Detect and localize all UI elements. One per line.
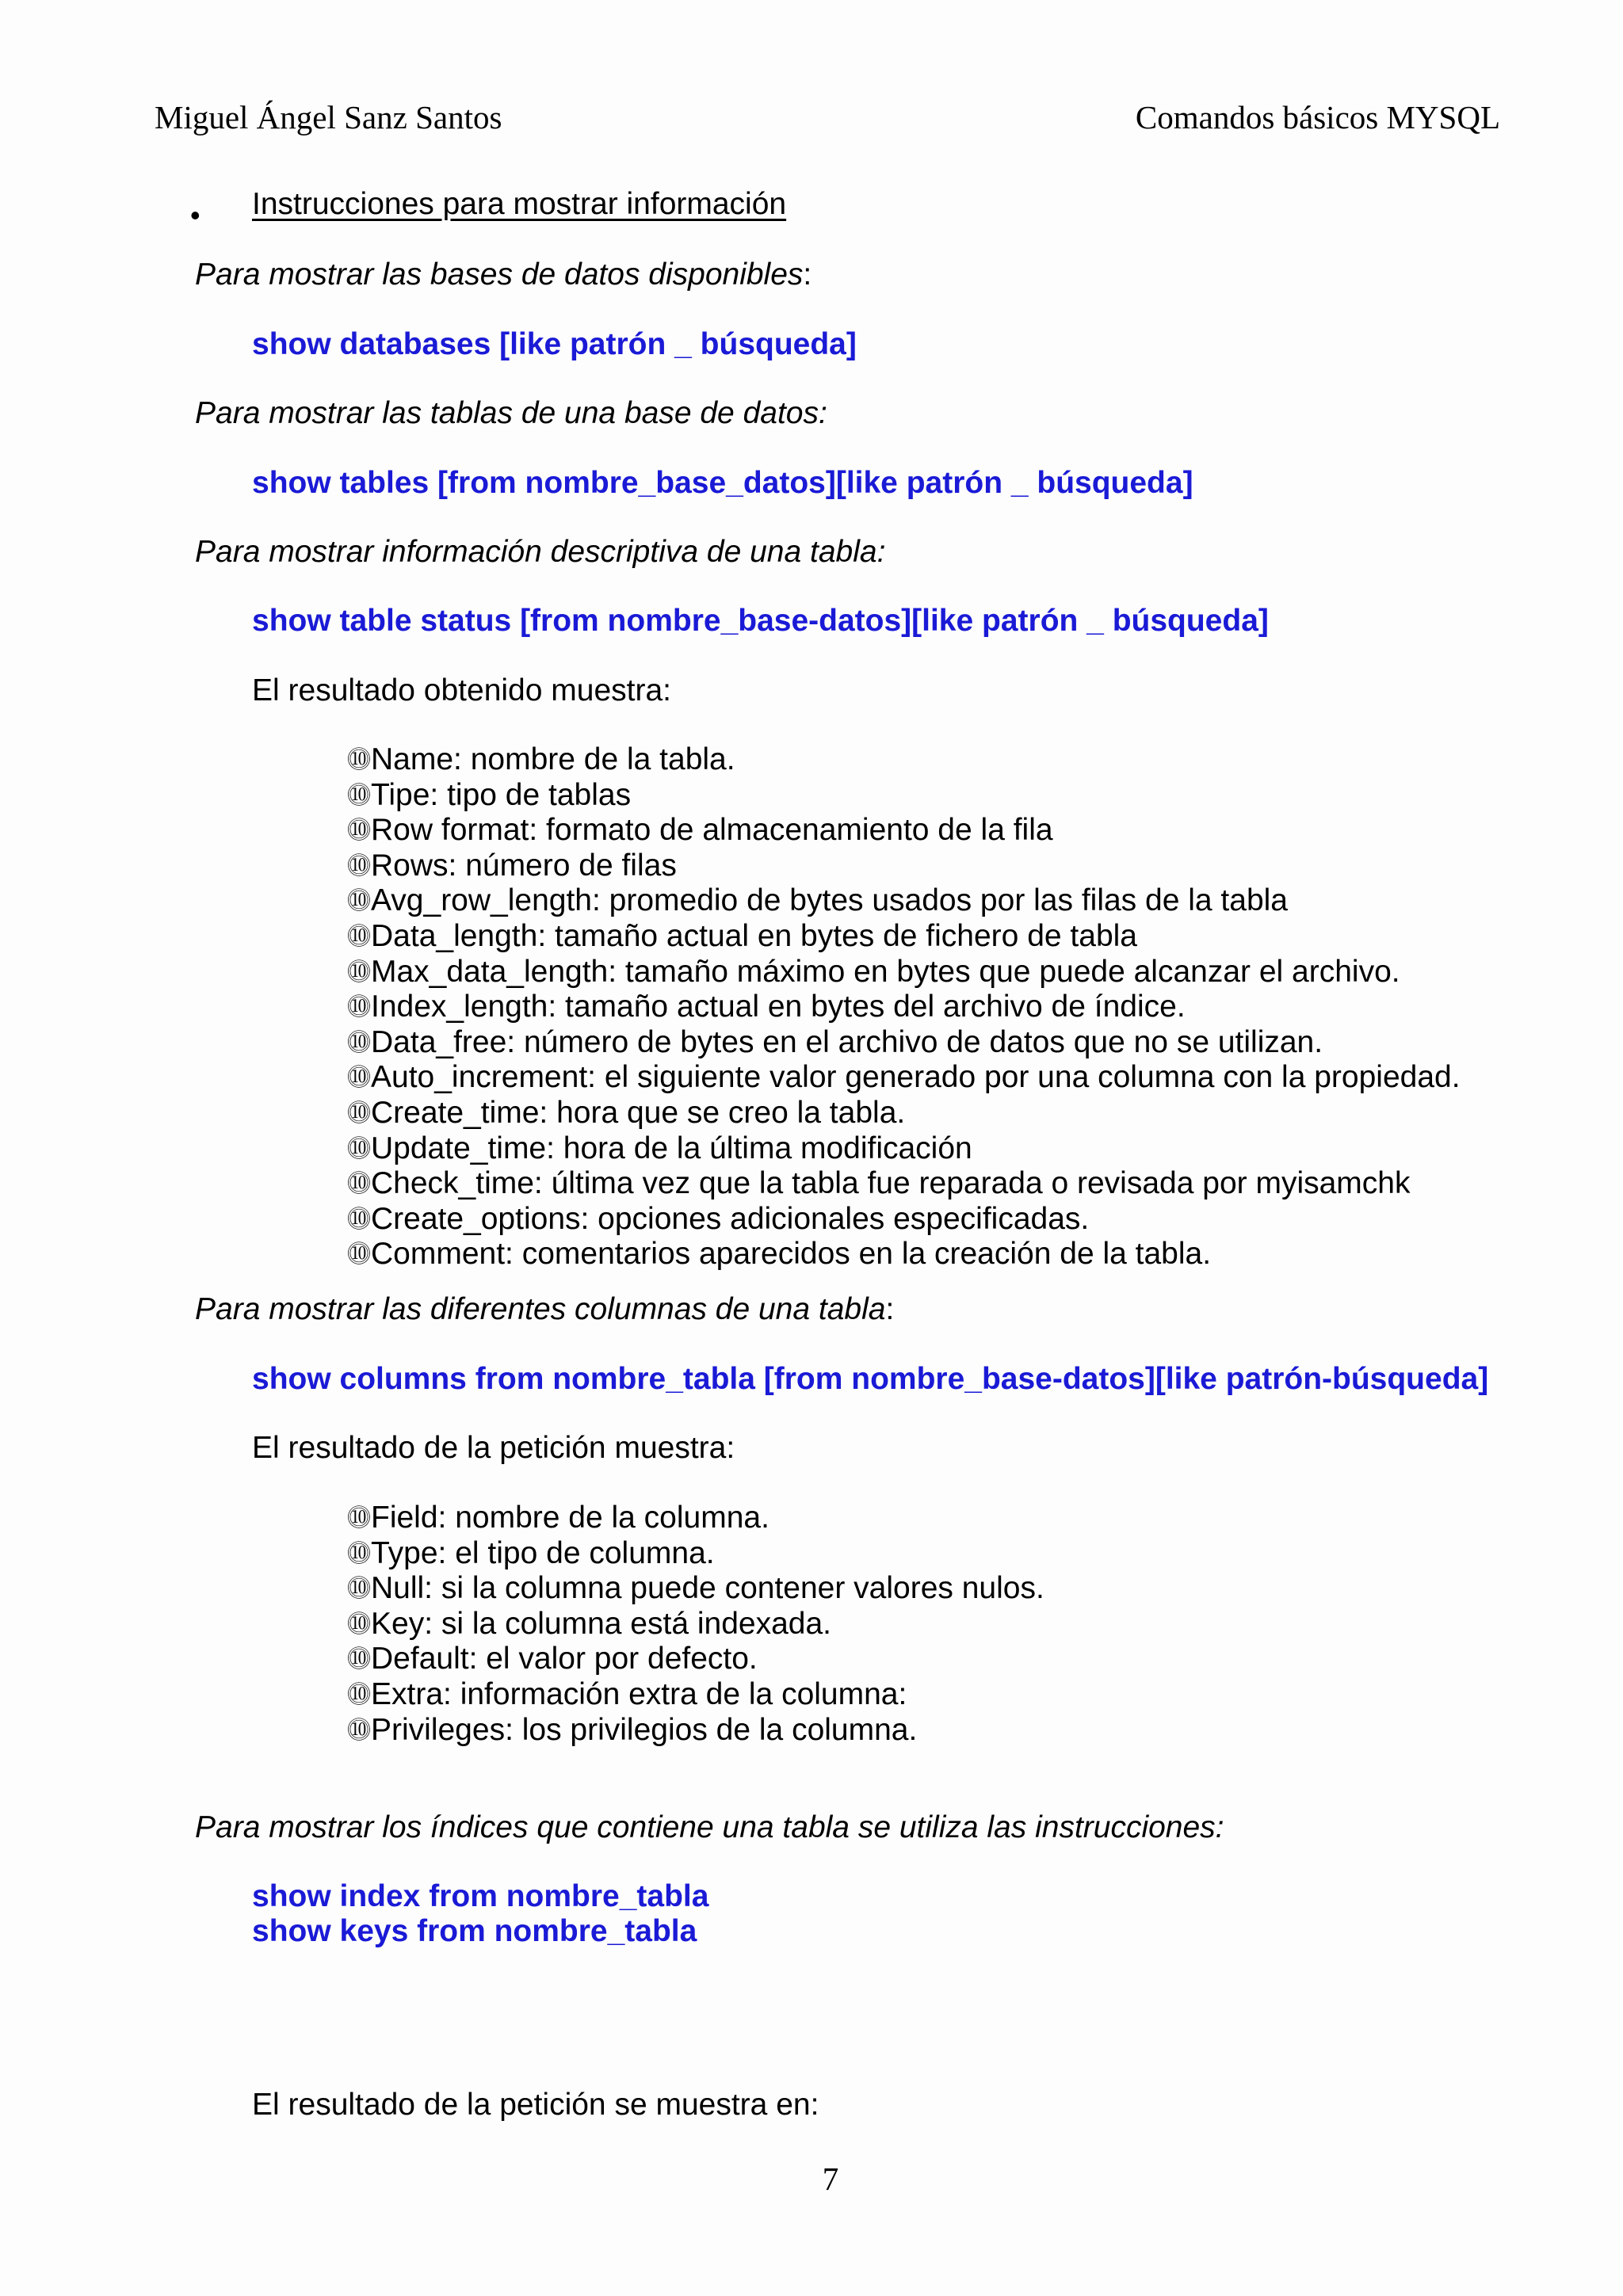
header-doc-title: Comandos básicos MYSQL bbox=[1135, 99, 1500, 135]
list-item bbox=[347, 1536, 1044, 1572]
table-status-intro: Para mostrar información descriptiva de una tabla: bbox=[195, 535, 886, 569]
list-item-text: Privileges: los privilegios de la columna. bbox=[371, 1712, 918, 1747]
list-item-text: Create_options: opciones adicionales especificadas. bbox=[371, 1201, 1090, 1236]
page-number: 7 bbox=[822, 2161, 839, 2197]
list-item bbox=[347, 1025, 1461, 1061]
tables-command: show tables [from nombre_base_datos][like patrón _ búsqueda] bbox=[252, 466, 1193, 500]
list-item-text: Avg_row_length: promedio de bytes usados por las filas de la tabla bbox=[371, 883, 1288, 918]
list-bullet-icon: ⓾ bbox=[347, 1029, 371, 1056]
list-item-text: Update_time: hora de la última modificación bbox=[371, 1131, 972, 1165]
list-bullet-icon: ⓾ bbox=[347, 994, 371, 1021]
list-item-text: Extra: información extra de la columna: bbox=[371, 1676, 907, 1711]
list-item-text: Tipe: tipo de tablas bbox=[371, 777, 632, 812]
list-bullet-icon: ⓾ bbox=[347, 1717, 371, 1744]
list-item bbox=[347, 1166, 1461, 1202]
list-item bbox=[347, 1607, 1044, 1642]
list-item-text: Key: si la columna está indexada. bbox=[371, 1606, 832, 1641]
list-item bbox=[347, 955, 1461, 990]
list-bullet-icon: ⓾ bbox=[347, 1135, 371, 1162]
columns-command: show columns from nombre_tabla [from nombre_base-datos][like patrón-búsqueda] bbox=[252, 1362, 1489, 1396]
columns-result-label: El resultado de la petición muestra: bbox=[252, 1431, 735, 1465]
indexes-intro: Para mostrar los índices que contiene una tabla se utiliza las instrucciones: bbox=[195, 1810, 1224, 1844]
list-bullet-icon: ⓾ bbox=[347, 1206, 371, 1233]
table-status-result-label: El resultado obtenido muestra: bbox=[252, 673, 671, 707]
tables-intro: Para mostrar las tablas de una base de datos: bbox=[195, 396, 827, 430]
list-item-text: Null: si la columna puede contener valores nulos. bbox=[371, 1571, 1044, 1606]
list-item-text: Data_free: número de bytes en el archivo de datos que no se utilizan. bbox=[371, 1024, 1323, 1059]
list-item bbox=[347, 1060, 1461, 1096]
databases-intro-colon: : bbox=[803, 257, 812, 292]
list-item-text: Check_time: última vez que la tabla fue reparada o revisada por myisamchk bbox=[371, 1166, 1411, 1201]
list-item-text: Index_length: tamaño actual en bytes del archivo de índice. bbox=[371, 990, 1186, 1024]
list-item-text: Data_length: tamaño actual en bytes de fichero de tabla bbox=[371, 918, 1137, 953]
list-item bbox=[347, 1713, 1044, 1749]
list-item bbox=[347, 883, 1461, 919]
list-item-text: Name: nombre de la tabla. bbox=[371, 742, 735, 776]
list-item-text: Comment: comentarios aparecidos en la creación de la tabla. bbox=[371, 1237, 1212, 1272]
table-status-fields-list bbox=[347, 742, 1461, 1272]
list-item bbox=[347, 1096, 1461, 1131]
list-bullet-icon: ⓾ bbox=[347, 1065, 371, 1092]
list-bullet-icon: ⓾ bbox=[347, 1681, 371, 1708]
columns-intro-colon: : bbox=[885, 1292, 895, 1326]
list-bullet-icon: ⓾ bbox=[347, 852, 371, 879]
list-bullet-icon: ⓾ bbox=[347, 923, 371, 950]
list-item-text: Field: nombre de la columna. bbox=[371, 1501, 769, 1535]
list-bullet-icon: ⓾ bbox=[347, 1100, 371, 1127]
list-bullet-icon: ⓾ bbox=[347, 1171, 371, 1198]
databases-command: show databases [like patrón _ búsqueda] bbox=[252, 327, 857, 361]
list-item bbox=[347, 1202, 1461, 1238]
list-item-text: Create_time: hora que se creo la tabla. bbox=[371, 1095, 906, 1130]
list-item bbox=[347, 1237, 1461, 1272]
header-author: Miguel Ángel Sanz Santos bbox=[155, 99, 502, 135]
list-bullet-icon: ⓾ bbox=[347, 1646, 371, 1673]
list-bullet-icon: ⓾ bbox=[347, 1611, 371, 1638]
section-title: Instrucciones para mostrar información bbox=[252, 187, 787, 221]
columns-intro-text: Para mostrar las diferentes columnas de una tabla bbox=[195, 1292, 886, 1326]
list-bullet-icon: ⓾ bbox=[347, 888, 371, 915]
table-status-command: show table status [from nombre_base-datos][like patrón _ búsqueda] bbox=[252, 604, 1269, 638]
list-item-text: Row format: formato de almacenamiento de la fila bbox=[371, 813, 1053, 848]
columns-fields-list bbox=[347, 1501, 1044, 1748]
list-item bbox=[347, 1501, 1044, 1536]
list-item bbox=[347, 813, 1461, 849]
databases-intro-text: Para mostrar las bases de datos disponibles bbox=[195, 257, 804, 292]
list-item bbox=[347, 990, 1461, 1025]
list-bullet-icon: ⓾ bbox=[347, 1576, 371, 1603]
indexes-result-label: El resultado de la petición se muestra en: bbox=[252, 2088, 819, 2122]
list-item bbox=[347, 778, 1461, 814]
list-item bbox=[347, 1131, 1461, 1167]
list-item bbox=[347, 742, 1461, 778]
section-bullet: • bbox=[190, 199, 200, 231]
list-bullet-icon: ⓾ bbox=[347, 959, 371, 986]
list-bullet-icon: ⓾ bbox=[347, 1241, 371, 1268]
list-bullet-icon: ⓾ bbox=[347, 818, 371, 845]
list-item-text: Default: el valor por defecto. bbox=[371, 1642, 758, 1676]
databases-intro bbox=[195, 257, 812, 292]
list-item bbox=[347, 849, 1461, 884]
list-item bbox=[347, 1571, 1044, 1607]
list-bullet-icon: ⓾ bbox=[347, 1505, 371, 1531]
show-keys-command: show keys from nombre_tabla bbox=[252, 1914, 697, 1948]
columns-intro bbox=[195, 1292, 894, 1327]
list-item-text: Auto_increment: el siguiente valor generado por una columna con la propiedad. bbox=[371, 1060, 1461, 1095]
list-bullet-icon: ⓾ bbox=[347, 1540, 371, 1567]
list-item bbox=[347, 919, 1461, 955]
list-item bbox=[347, 1677, 1044, 1713]
list-bullet-icon: ⓾ bbox=[347, 782, 371, 809]
list-item-text: Max_data_length: tamaño máximo en bytes que puede alcanzar el archivo. bbox=[371, 954, 1400, 989]
show-index-command: show index from nombre_tabla bbox=[252, 1879, 709, 1913]
list-item bbox=[347, 1642, 1044, 1677]
list-item-text: Rows: número de filas bbox=[371, 848, 677, 883]
list-item-text: Type: el tipo de columna. bbox=[371, 1535, 715, 1570]
list-bullet-icon: ⓾ bbox=[347, 747, 371, 773]
